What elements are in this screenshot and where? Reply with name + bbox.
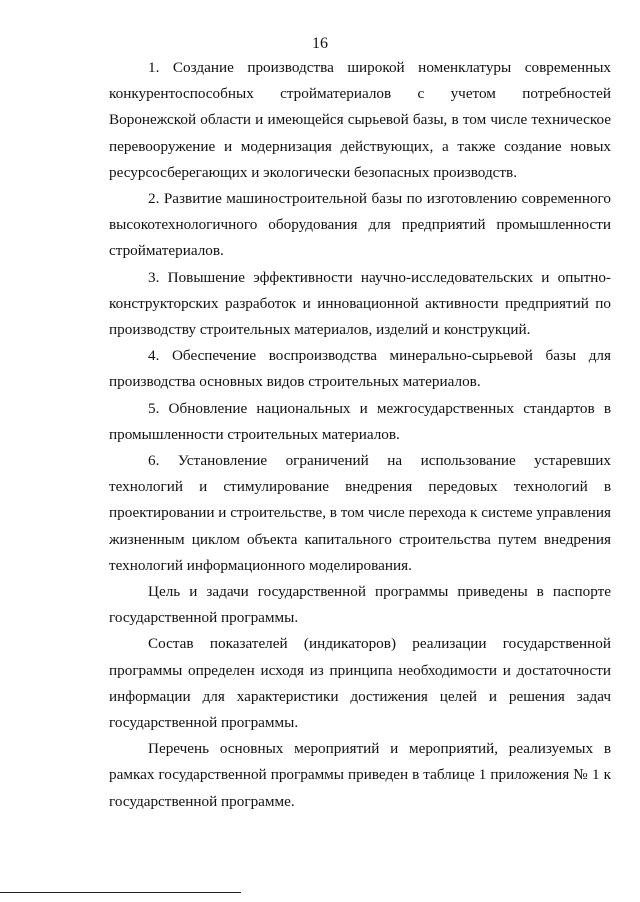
paragraph-measures-list: Перечень основных мероприятий и мероприятий, реализуемых в рамках государственной программы приведен в таблице 1 приложения № 1 к государственной программе.: [109, 740, 611, 810]
page-number: 16: [312, 35, 328, 52]
paragraph-task-1: 1. Создание производства широкой номенклатуры современных конкурентоспособных стройматериалов с учетом потребностей Воронежской области и имеющейся сырьевой базы, в том числе техническое перевооружение и модернизация действующих, а также создание новых ресурсосберегающих и экологически безопасных производств.: [109, 59, 611, 181]
footer-divider: [0, 892, 241, 893]
paragraph-task-4: 4. Обеспечение воспроизводства минерально-сырьевой базы для производства основных видов строительных материалов.: [109, 347, 611, 391]
document-body: [109, 55, 611, 815]
paragraph-task-3: 3. Повышение эффективности научно-исследовательских и опытно-конструкторских разработок и инновационной активности предприятий по производству строительных материалов, изделий и конструкций.: [109, 268, 611, 339]
paragraph-goal-reference: Цель и задачи государственной программы приведены в паспорте государственной программы.: [109, 583, 611, 627]
paragraph-task-5: 5. Обновление национальных и межгосударственных стандартов в промышленности строительных материалов.: [109, 399, 611, 443]
paragraph-task-6: 6. Установление ограничений на использование устаревших технологий и стимулирование внедрения передовых технологий в проектировании и строительстве, в том числе перехода к системе управления жизненным циклом объекта капитального строительства путем внедрения технологий информационного моделирования.: [109, 452, 611, 574]
paragraph-indicators: Состав показателей (индикаторов) реализации государственной программы определен исходя из принципа необходимости и достаточности информации для характеристики достижения целей и решения задач государственной программы.: [109, 635, 611, 732]
paragraph-task-2: 2. Развитие машиностроительной базы по изготовлению современного высокотехнологичного оборудования для предприятий промышленности стройматериалов.: [109, 190, 611, 260]
